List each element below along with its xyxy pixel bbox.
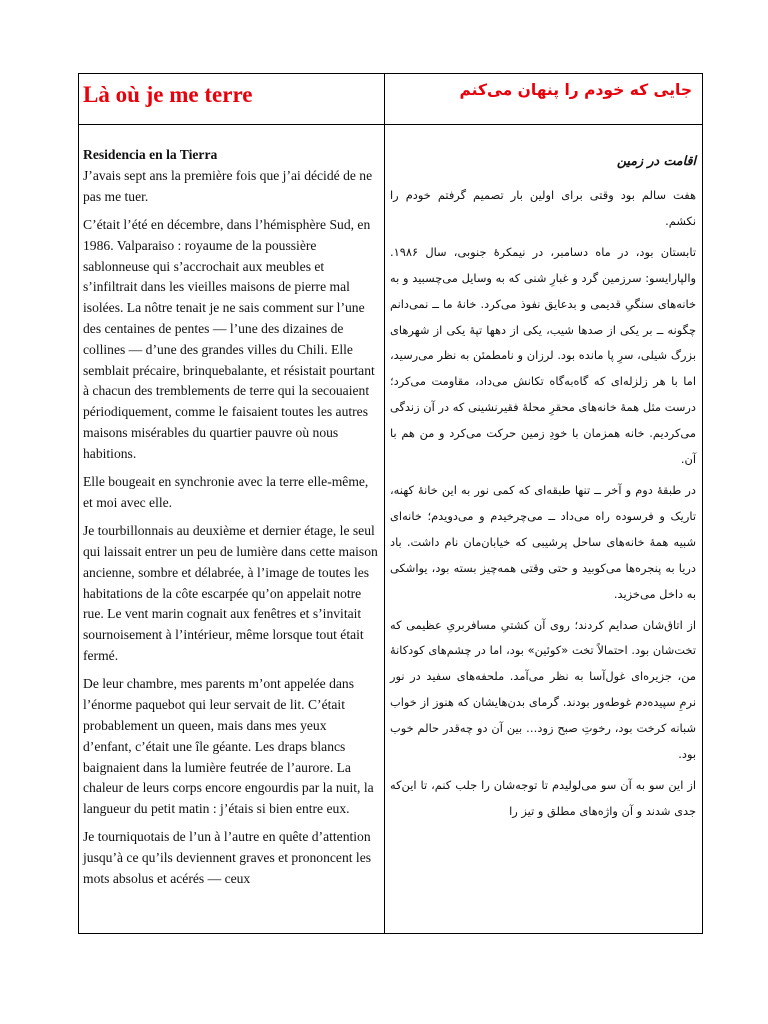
french-title: Là où je me terre <box>83 82 253 107</box>
persian-title-cell <box>385 74 703 125</box>
persian-heading: اقامت در زمین <box>616 153 696 168</box>
persian-paragraph: تابستان بود، در ماه دسامبر، در نیمکرهٔ جنوبی، سال ۱۹۸۶. والپارایسو: سرزمین گرد و غبارِ شنی که به وسایل می‌چسبید و به خانه‌های سنگیِ قدیمی و بدعایق نفوذ می‌کرد. خانهٔ ما ــ نمی‌دانم چگونه ــ بر یکی از صدها شیب، یکی از دهها تپهٔ یکی از شهرهای بزرگ شیلی، سرِ پا مانده بود. لرزان و نامطمئن به نظر می‌رسید، اما با هر زلزله‌ای که گاه‌به‌گاه تکانش می‌داد، مقاومت می‌کرد؛ درست مثل همهٔ خانه‌های محقرِ محلهٔ فقیرنشینی که در آن زندگی می‌کردیم. خانه همزمان با خودِ زمین حرکت می‌کرد و من هم با آن. <box>390 244 696 467</box>
french-paragraph: J’avais sept ans la première fois que j’ai décidé de ne pas me tuer. <box>83 168 373 204</box>
persian-paragraph: هفت سالم بود وقتی برای اولین بار تصمیم گرفتم خودم را نکشم. <box>390 188 696 228</box>
persian-paragraph: در طبقهٔ دوم و آخر ــ تنها طبقه‌ای که کمی نور به این خانهٔ کهنه، تاریک و فرسوده راه می‌داد ــ می‌چرخیدم و می‌دویدم؛ خانه‌ای شبیه همهٔ خانه‌های ساحل پرشیبی که خیابان‌مان نام داشت. باد دریا به پنجره‌ها می‌کوبید و حتی وقتی همه‌چیز بسته بود، یواشکی به داخل می‌خزید. <box>390 482 696 601</box>
title-row <box>79 74 703 125</box>
persian-paragraph: از اتاق‌شان صدایم کردند؛ روی آن کشتیِ مسافربریِ عظیمی که تخت‌شان بود. احتمالاً تخت «کوئین» بود، اما در چشم‌های کودکانهٔ من، جزیره‌ای غول‌آسا به نظر می‌آمد. ملحفه‌های سفید در نور نرمِ سپیده‌دم غوطه‌ور بودند. گرمای بدن‌هایشان که هنوز از خواب شبانه کرخت بود، رخوتِ صبح زود… بین آن دو چه‌قدر حالم خوب بود. <box>390 617 696 762</box>
french-text <box>79 125 384 929</box>
text-row <box>79 125 703 934</box>
french-text-cell <box>79 125 385 934</box>
french-title-cell <box>79 74 385 125</box>
persian-paragraph: از این سو به آن سو می‌لولیدم تا توجه‌شان را جلب کنم، تا این‌که جدی شدند و آن واژه‌های مطلق و تیز را <box>390 777 696 818</box>
french-paragraph: De leur chambre, mes parents m’ont appelée dans l’énorme paquebot qui leur servait de lit. C’était probablement un queen, mais dans mes yeux d’enfant, c’était une île géante. Les draps blancs baignaient dans la lumière feutrée de l’aurore. La chaleur de leurs corps encore engourdis par la nuit, la langueur du petit matin : j’étais si bien entre eux. <box>83 676 374 817</box>
persian-text <box>385 125 702 929</box>
bilingual-table <box>78 73 703 934</box>
french-paragraph: Je tourniquotais de l’un à l’autre en quête d’attention jusqu’à ce qu’ils deviennent graves et prononcent les mots absolus et acérés — ceux <box>83 829 372 886</box>
persian-title: جایی که خودم را پنهان می‌کنم <box>459 81 692 99</box>
french-paragraph: Elle bougeait en synchronie avec la terre elle-même, et moi avec elle. <box>83 474 369 510</box>
french-heading: Residencia en la Tierra <box>83 147 218 162</box>
persian-text-cell <box>385 125 703 934</box>
french-paragraph: Je tourbillonnais au deuxième et dernier étage, le seul qui laissait entrer un peu de lumière dans cette maison ancienne, sombre et délabrée, à l’image de toutes les habitations de la côte escarpée qu’on appelait notre rue. Le vent marin cognait aux fenêtres et s’invitait sournoisement à l’intérieur, même lorsque tout était fermé. <box>83 523 378 664</box>
french-paragraph: C’était l’été en décembre, dans l’hémisphère Sud, en 1986. Valparaiso : royaume de la poussière sablonneuse qui s’accrochait aux meubles et s’infiltrait dans les vieilles maisons de pierre mal isolées. La nôtre tenait je ne sais comment sur l’une des centaines de pentes — l’une des dizaines de collines — d’une des grandes villes du Chili. Elle semblait précaire, brinquebalante, et résistait pourtant à chacun des tremblements de terre qui la secouaient périodiquement, comme le faisaient toutes les autres maisons misérables du quartier pauvre où nous habitions. <box>83 217 375 461</box>
